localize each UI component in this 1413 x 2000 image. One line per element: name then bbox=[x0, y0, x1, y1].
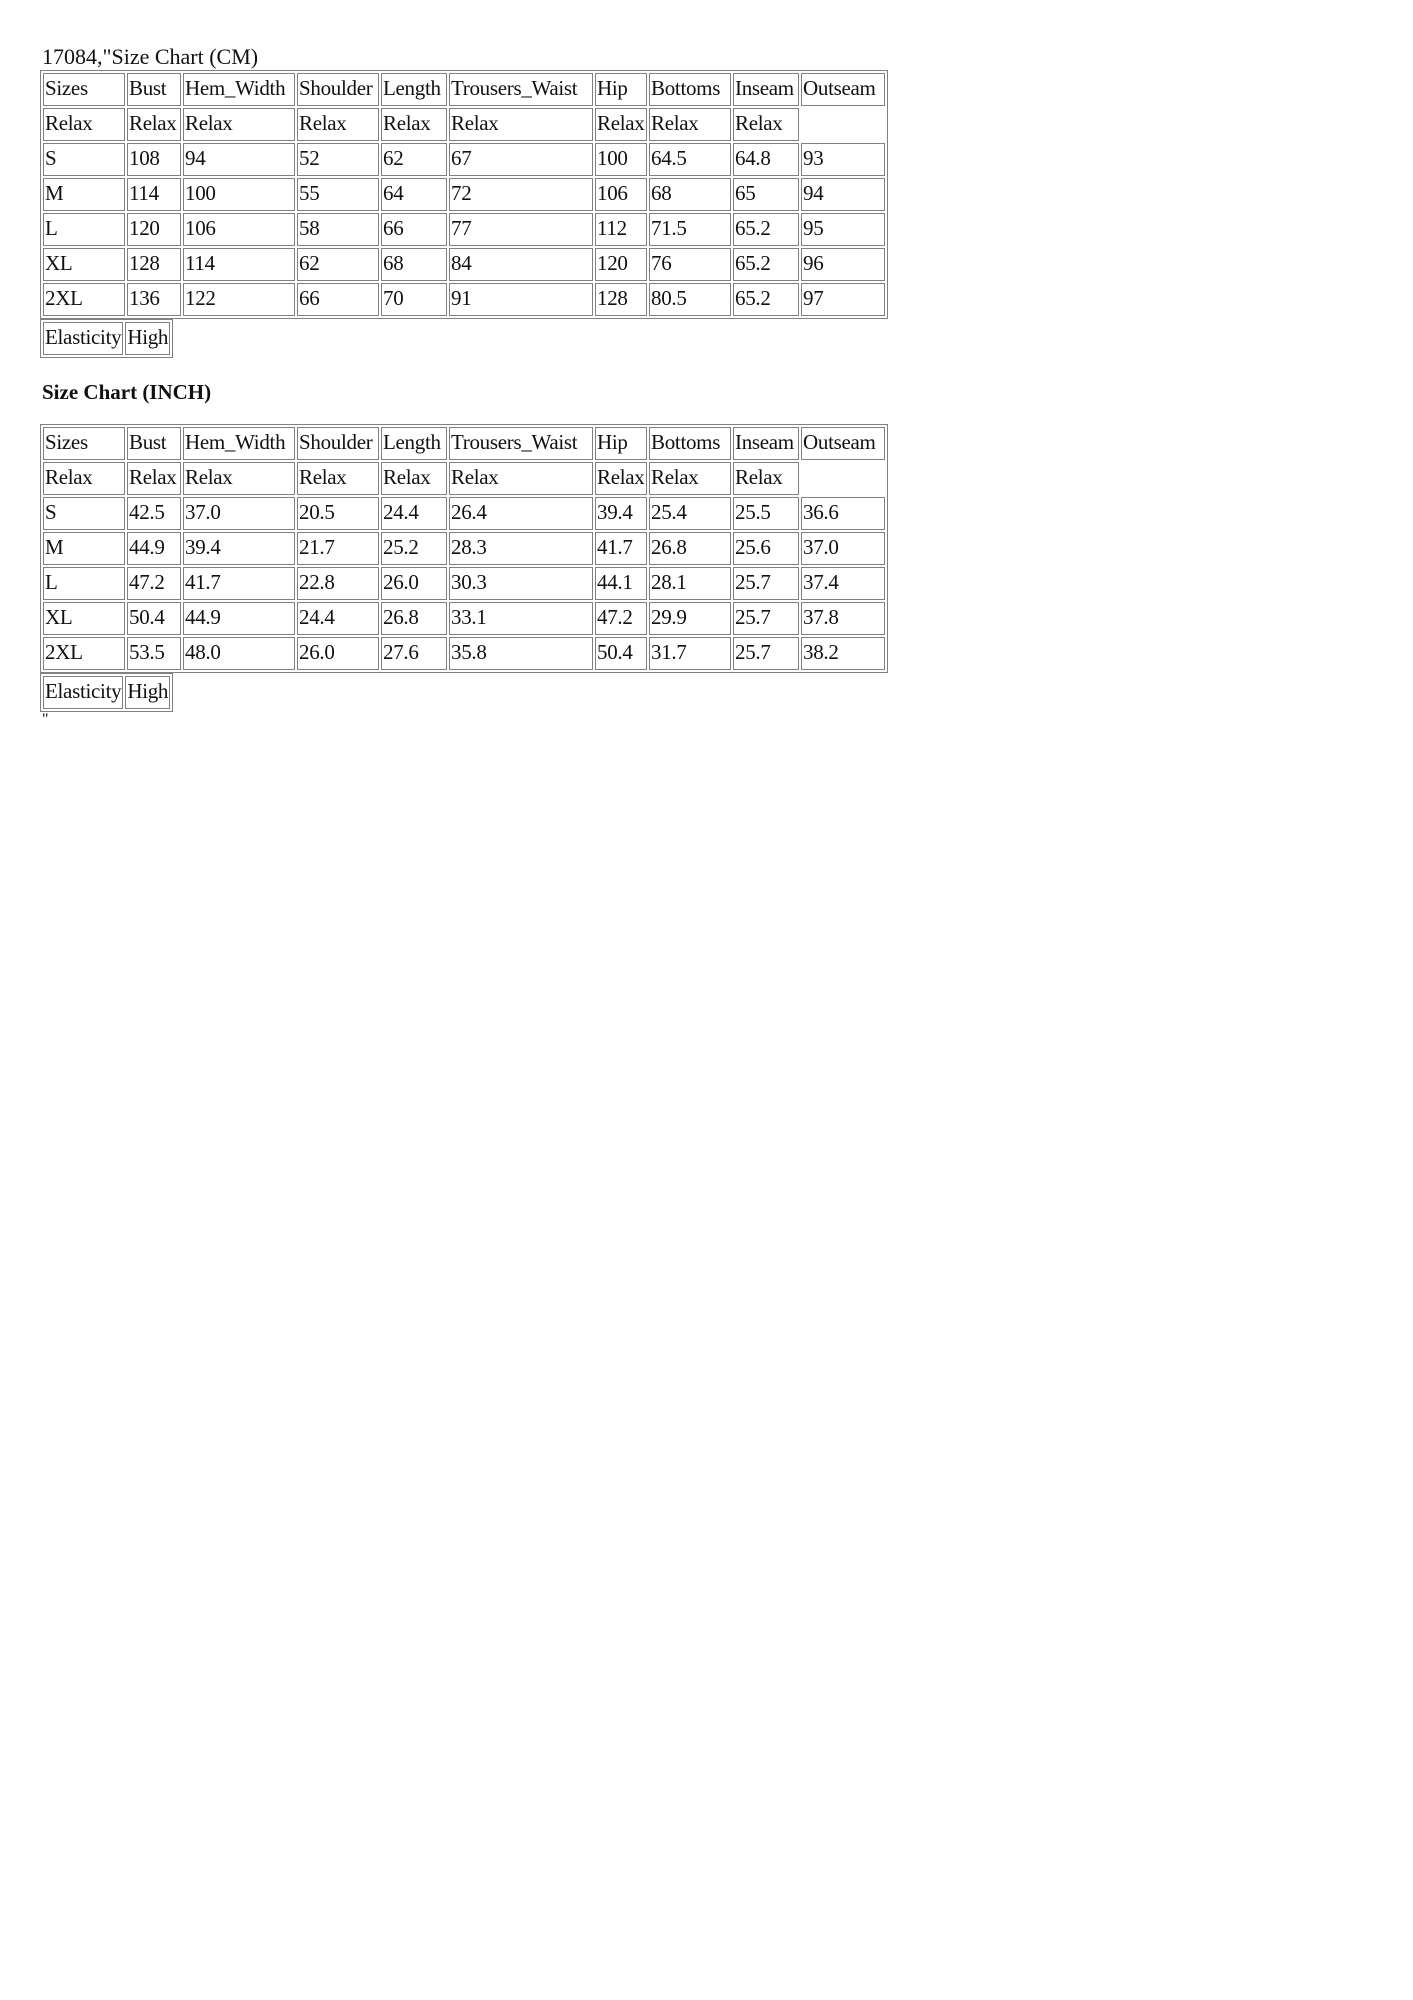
column-header: Hip bbox=[595, 427, 647, 460]
measurement-cell: 106 bbox=[595, 178, 647, 211]
table-row bbox=[43, 248, 885, 281]
measurement-cell: 120 bbox=[127, 213, 181, 246]
column-header: Sizes bbox=[43, 427, 125, 460]
measurement-cell: 25.7 bbox=[733, 602, 799, 635]
measurement-cell: 58 bbox=[297, 213, 379, 246]
measurement-cell: 68 bbox=[649, 178, 731, 211]
empty-cell bbox=[801, 108, 885, 141]
measurement-cell: 100 bbox=[595, 143, 647, 176]
measurement-cell: 65.2 bbox=[733, 248, 799, 281]
measurement-cell: 97 bbox=[801, 283, 885, 316]
column-header: Bust bbox=[127, 73, 181, 106]
measurement-cell: 122 bbox=[183, 283, 295, 316]
column-header: Sizes bbox=[43, 73, 125, 106]
measurement-cell: 120 bbox=[595, 248, 647, 281]
measurement-cell: 76 bbox=[649, 248, 731, 281]
measurement-cell: 44.9 bbox=[183, 602, 295, 635]
table-row bbox=[43, 213, 885, 246]
header-row bbox=[43, 427, 885, 460]
measurement-cell: 25.7 bbox=[733, 637, 799, 670]
measurement-cell: 47.2 bbox=[595, 602, 647, 635]
measurement-cell: 84 bbox=[449, 248, 593, 281]
measurement-cell: 30.3 bbox=[449, 567, 593, 600]
size-label: L bbox=[43, 213, 125, 246]
measurement-cell: 64.8 bbox=[733, 143, 799, 176]
column-header: Hem_Width bbox=[183, 73, 295, 106]
empty-cell bbox=[801, 462, 885, 495]
measurement-cell: 26.0 bbox=[381, 567, 447, 600]
header-row bbox=[43, 73, 885, 106]
column-header: Inseam bbox=[733, 427, 799, 460]
document-page bbox=[42, 44, 888, 728]
measurement-cell: 77 bbox=[449, 213, 593, 246]
measurement-cell: 27.6 bbox=[381, 637, 447, 670]
measurement-cell: 42.5 bbox=[127, 497, 181, 530]
measurement-cell: 50.4 bbox=[595, 637, 647, 670]
size-label: M bbox=[43, 532, 125, 565]
relax-cell: Relax bbox=[649, 108, 731, 141]
measurement-cell: 25.7 bbox=[733, 567, 799, 600]
elasticity-cm-table bbox=[40, 319, 173, 358]
measurement-cell: 136 bbox=[127, 283, 181, 316]
measurement-cell: 52 bbox=[297, 143, 379, 176]
inch-heading: Size Chart (INCH) bbox=[42, 380, 212, 404]
column-header: Length bbox=[381, 427, 447, 460]
column-header: Shoulder bbox=[297, 427, 379, 460]
measurement-cell: 94 bbox=[183, 143, 295, 176]
measurement-cell: 39.4 bbox=[183, 532, 295, 565]
size-label: M bbox=[43, 178, 125, 211]
measurement-cell: 100 bbox=[183, 178, 295, 211]
measurement-cell: 62 bbox=[297, 248, 379, 281]
measurement-cell: 128 bbox=[595, 283, 647, 316]
measurement-cell: 44.9 bbox=[127, 532, 181, 565]
table-row bbox=[43, 178, 885, 211]
relax-cell: Relax bbox=[381, 108, 447, 141]
column-header: Outseam bbox=[801, 427, 885, 460]
measurement-cell: 44.1 bbox=[595, 567, 647, 600]
relax-cell: Relax bbox=[449, 462, 593, 495]
measurement-cell: 26.4 bbox=[449, 497, 593, 530]
measurement-cell: 38.2 bbox=[801, 637, 885, 670]
measurement-cell: 28.1 bbox=[649, 567, 731, 600]
measurement-cell: 31.7 bbox=[649, 637, 731, 670]
measurement-cell: 65 bbox=[733, 178, 799, 211]
measurement-cell: 36.6 bbox=[801, 497, 885, 530]
measurement-cell: 96 bbox=[801, 248, 885, 281]
relax-cell: Relax bbox=[127, 462, 181, 495]
size-chart-inch-table bbox=[40, 424, 888, 673]
measurement-cell: 70 bbox=[381, 283, 447, 316]
column-header: Shoulder bbox=[297, 73, 379, 106]
measurement-cell: 48.0 bbox=[183, 637, 295, 670]
elasticity-label: Elasticity bbox=[43, 322, 123, 355]
table-row bbox=[43, 567, 885, 600]
size-chart-cm-table bbox=[40, 70, 888, 319]
column-header: Inseam bbox=[733, 73, 799, 106]
size-label: 2XL bbox=[43, 283, 125, 316]
size-label: L bbox=[43, 567, 125, 600]
relax-cell: Relax bbox=[183, 462, 295, 495]
relax-cell: Relax bbox=[649, 462, 731, 495]
table-row bbox=[43, 637, 885, 670]
measurement-cell: 28.3 bbox=[449, 532, 593, 565]
measurement-cell: 37.0 bbox=[801, 532, 885, 565]
elasticity-row bbox=[43, 322, 170, 355]
measurement-cell: 26.0 bbox=[297, 637, 379, 670]
measurement-cell: 47.2 bbox=[127, 567, 181, 600]
measurement-cell: 50.4 bbox=[127, 602, 181, 635]
relax-cell: Relax bbox=[595, 108, 647, 141]
relax-cell: Relax bbox=[127, 108, 181, 141]
column-header: Hem_Width bbox=[183, 427, 295, 460]
measurement-cell: 128 bbox=[127, 248, 181, 281]
measurement-cell: 21.7 bbox=[297, 532, 379, 565]
measurement-cell: 53.5 bbox=[127, 637, 181, 670]
measurement-cell: 37.0 bbox=[183, 497, 295, 530]
relax-cell: Relax bbox=[297, 108, 379, 141]
measurement-cell: 20.5 bbox=[297, 497, 379, 530]
elasticity-inch-table bbox=[40, 673, 173, 712]
relax-cell: Relax bbox=[733, 462, 799, 495]
relax-cell: Relax bbox=[43, 462, 125, 495]
column-header: Bottoms bbox=[649, 73, 731, 106]
measurement-cell: 25.6 bbox=[733, 532, 799, 565]
table-row bbox=[43, 283, 885, 316]
measurement-cell: 64 bbox=[381, 178, 447, 211]
measurement-cell: 108 bbox=[127, 143, 181, 176]
measurement-cell: 65.2 bbox=[733, 213, 799, 246]
measurement-cell: 80.5 bbox=[649, 283, 731, 316]
measurement-cell: 65.2 bbox=[733, 283, 799, 316]
measurement-cell: 37.4 bbox=[801, 567, 885, 600]
relax-cell: Relax bbox=[733, 108, 799, 141]
table-row bbox=[43, 143, 885, 176]
measurement-cell: 39.4 bbox=[595, 497, 647, 530]
measurement-cell: 94 bbox=[801, 178, 885, 211]
measurement-cell: 24.4 bbox=[297, 602, 379, 635]
column-header: Trousers_Waist bbox=[449, 73, 593, 106]
measurement-cell: 114 bbox=[127, 178, 181, 211]
elasticity-row bbox=[43, 676, 170, 709]
measurement-cell: 26.8 bbox=[381, 602, 447, 635]
size-label: XL bbox=[43, 602, 125, 635]
relax-cell: Relax bbox=[595, 462, 647, 495]
measurement-cell: 35.8 bbox=[449, 637, 593, 670]
measurement-cell: 25.2 bbox=[381, 532, 447, 565]
measurement-cell: 41.7 bbox=[183, 567, 295, 600]
measurement-cell: 95 bbox=[801, 213, 885, 246]
column-header: Bust bbox=[127, 427, 181, 460]
measurement-cell: 33.1 bbox=[449, 602, 593, 635]
measurement-cell: 71.5 bbox=[649, 213, 731, 246]
relax-cell: Relax bbox=[449, 108, 593, 141]
relax-row bbox=[43, 462, 885, 495]
column-header: Outseam bbox=[801, 73, 885, 106]
measurement-cell: 72 bbox=[449, 178, 593, 211]
measurement-cell: 29.9 bbox=[649, 602, 731, 635]
column-header: Bottoms bbox=[649, 427, 731, 460]
size-label: S bbox=[43, 497, 125, 530]
measurement-cell: 25.4 bbox=[649, 497, 731, 530]
relax-cell: Relax bbox=[297, 462, 379, 495]
measurement-cell: 62 bbox=[381, 143, 447, 176]
measurement-cell: 24.4 bbox=[381, 497, 447, 530]
column-header: Trousers_Waist bbox=[449, 427, 593, 460]
intro-line: 17084,"Size Chart (CM) bbox=[42, 44, 259, 69]
measurement-cell: 55 bbox=[297, 178, 379, 211]
measurement-cell: 22.8 bbox=[297, 567, 379, 600]
measurement-cell: 114 bbox=[183, 248, 295, 281]
table-row bbox=[43, 532, 885, 565]
measurement-cell: 67 bbox=[449, 143, 593, 176]
measurement-cell: 64.5 bbox=[649, 143, 731, 176]
measurement-cell: 112 bbox=[595, 213, 647, 246]
measurement-cell: 66 bbox=[297, 283, 379, 316]
elasticity-label: Elasticity bbox=[43, 676, 123, 709]
elasticity-value: High bbox=[125, 676, 170, 709]
measurement-cell: 66 bbox=[381, 213, 447, 246]
measurement-cell: 91 bbox=[449, 283, 593, 316]
measurement-cell: 41.7 bbox=[595, 532, 647, 565]
relax-cell: Relax bbox=[183, 108, 295, 141]
table-row bbox=[43, 497, 885, 530]
size-label: XL bbox=[43, 248, 125, 281]
closing-quote: " bbox=[42, 711, 49, 728]
elasticity-value: High bbox=[125, 322, 170, 355]
relax-cell: Relax bbox=[43, 108, 125, 141]
relax-cell: Relax bbox=[381, 462, 447, 495]
measurement-cell: 106 bbox=[183, 213, 295, 246]
table-row bbox=[43, 602, 885, 635]
column-header: Hip bbox=[595, 73, 647, 106]
measurement-cell: 26.8 bbox=[649, 532, 731, 565]
size-label: 2XL bbox=[43, 637, 125, 670]
measurement-cell: 93 bbox=[801, 143, 885, 176]
relax-row bbox=[43, 108, 885, 141]
measurement-cell: 37.8 bbox=[801, 602, 885, 635]
measurement-cell: 25.5 bbox=[733, 497, 799, 530]
size-label: S bbox=[43, 143, 125, 176]
measurement-cell: 68 bbox=[381, 248, 447, 281]
column-header: Length bbox=[381, 73, 447, 106]
